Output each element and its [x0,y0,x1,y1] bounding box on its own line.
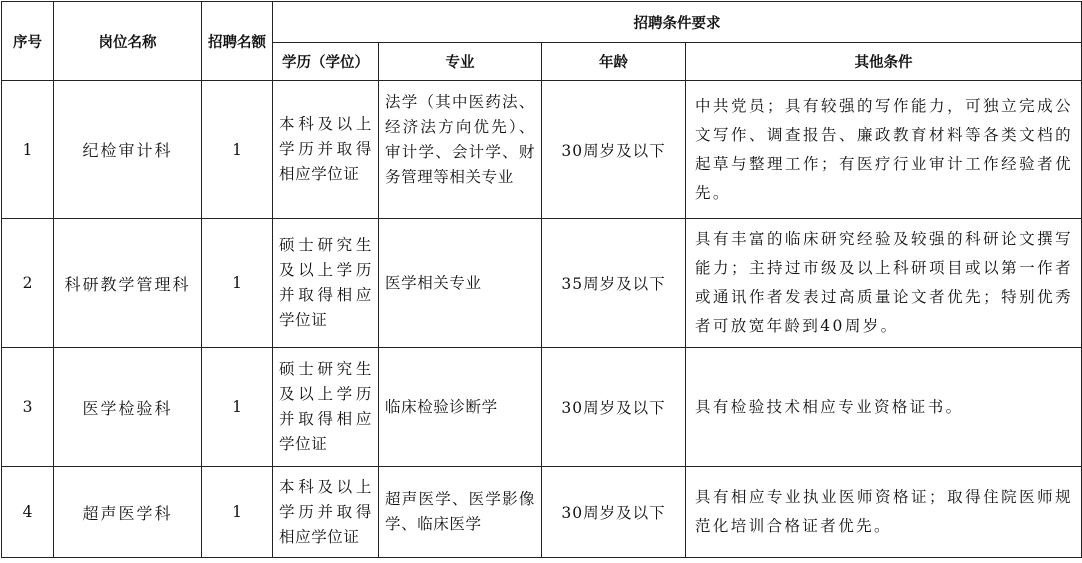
recruitment-table [1,1,1082,558]
header-education: 学历（学位） [273,43,379,81]
cell-no: 2 [2,219,54,348]
cell-quota: 1 [202,348,273,467]
cell-major: 法学（其中医药法、经济法方向优先）、审计学、会计学、财务管理等相关专业 [379,81,542,219]
cell-quota: 1 [202,219,273,348]
cell-education: 本科及以上学历并取得相应学位证 [273,81,379,219]
cell-education: 硕士研究生及以上学历并取得相应学位证 [273,348,379,467]
cell-education: 本科及以上学历并取得相应学位证 [273,467,379,558]
header-age: 年龄 [542,43,686,81]
header-major: 专业 [379,43,542,81]
cell-age: 30周岁及以下 [542,348,686,467]
cell-quota: 1 [202,467,273,558]
header-requirements: 招聘条件要求 [273,2,1082,43]
cell-education: 硕士研究生及以上学历并取得相应学位证 [273,219,379,348]
cell-age: 30周岁及以下 [542,81,686,219]
cell-age: 30周岁及以下 [542,467,686,558]
cell-position: 医学检验科 [54,348,202,467]
cell-other: 具有相应专业执业医师资格证；取得住院医师规范化培训合格证者优先。 [686,467,1082,558]
cell-other: 具有检验技术相应专业资格证书。 [686,348,1082,467]
cell-major: 超声医学、医学影像学、临床医学 [379,467,542,558]
cell-major: 医学相关专业 [379,219,542,348]
cell-other: 中共党员；具有较强的写作能力，可独立完成公文写作、调查报告、廉政教育材料等各类文档的起草与整理工作；有医疗行业审计工作经验者优先。 [686,81,1082,219]
cell-other: 具有丰富的临床研究经验及较强的科研论文撰写能力；主持过市级及以上科研项目或以第一作者或通讯作者发表过高质量论文者优先；特别优秀者可放宽年龄到40周岁。 [686,219,1082,348]
cell-no: 4 [2,467,54,558]
cell-position: 纪检审计科 [54,81,202,219]
header-position: 岗位名称 [54,2,202,81]
cell-no: 1 [2,81,54,219]
header-other: 其他条件 [686,43,1082,81]
header-no: 序号 [2,2,54,81]
table-row [2,467,1082,558]
table-row [2,81,1082,219]
cell-position: 科研教学管理科 [54,219,202,348]
header-quota: 招聘名额 [202,2,273,81]
table-row [2,219,1082,348]
table-row [2,348,1082,467]
cell-no: 3 [2,348,54,467]
cell-quota: 1 [202,81,273,219]
cell-age: 35周岁及以下 [542,219,686,348]
cell-position: 超声医学科 [54,467,202,558]
cell-major: 临床检验诊断学 [379,348,542,467]
